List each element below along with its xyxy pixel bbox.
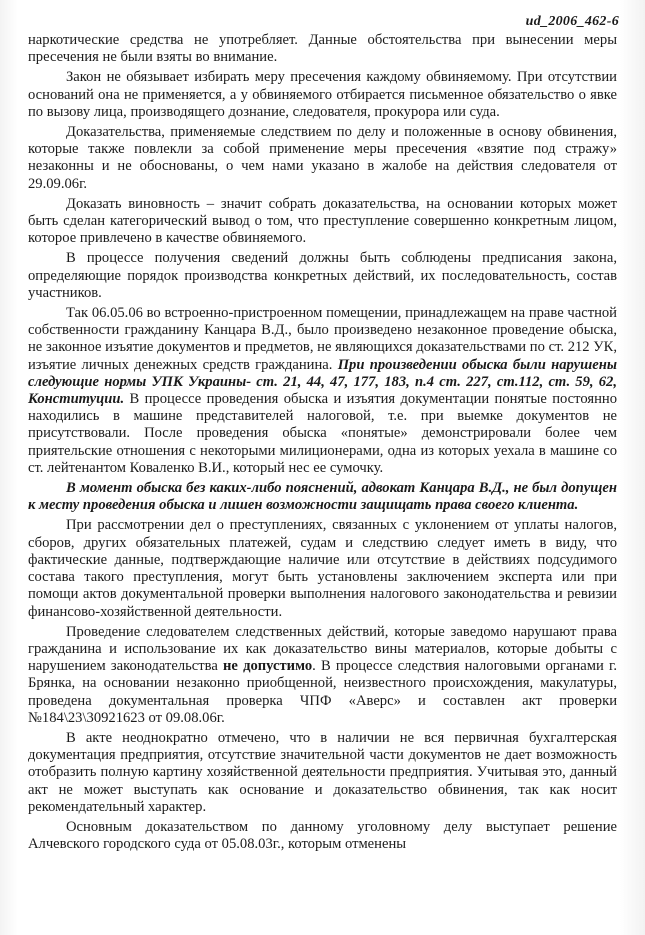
paragraph-text: Доказать виновность – значит собрать доказательства, на основании которых может быть сделан категорический вывод о том, что преступление совершенно конкретным лицом, которое привлечено в качестве обвиняемого. [28,195,617,247]
paragraph [28,124,617,193]
paragraph [28,624,617,727]
paragraph-text: Основным доказательством по данному уголовному делу выступает решение Алчевского городского суда от 05.08.03г., которым отменены [28,818,617,853]
paragraph-text: Так 06.05.06 во встроенно-пристроенном помещении, принадлежащем на праве частной собственности гражданину Канцара В.Д., было произведено незаконное проведение обыска, не законное изъятие документов и предметов, не являющихся доказательствами по ст. 212 УК, изъятие личных денежных средств гражданина. [28,305,617,373]
paragraph [28,517,617,620]
paragraph-text: . В процессе следствия налоговыми органами г. Брянка, на основании незаконно приобщенной, неизвестного происхождения, макулатуры, проведена документальная проверка ЧПФ «Аверс» и составлен акт проверки №184\23\30921623 от 09.08.06г. [28,658,617,726]
bold-text: не допустимо [223,658,313,675]
paragraph [28,480,617,514]
paragraph [28,819,617,853]
paragraph-text: наркотические средства не употребляет. Данные обстоятельства при вынесении меры пресечения не были взяты во внимание. [28,32,617,66]
paragraph-text: Доказательства, применяемые следствием по делу и положенные в основу обвинения, которые также повлекли за собой применение меры пресечения «взятие под стражу» незаконны и не обоснованы, о чем нами указано в жалобе на действия следователя от 29.09.06г. [28,124,617,192]
document-id: ud_2006_462-6 [525,14,619,29]
paragraph [28,196,617,248]
paragraph-text: В процессе получения сведений должны быть соблюдены предписания закона, определяющие порядок производства конкретных действий, их последовательность, состав участников. [28,250,617,301]
paragraph [28,250,617,302]
paragraph-text: При рассмотрении дел о преступлениях, связанных с уклонением от уплаты налогов, сборов, других обязательных платежей, судам и следствию следует иметь в виду, что фактические данные, подтверждающие наличие или отсутствие в действиях подсудимого состава такого преступления, могут быть установлены заключением эксперта или при помощи актов документальной проверки выполнения налогового законодательства и ревизии финансово-хозяйственной деятельности. [28,517,617,620]
paragraph-text: В процессе проведения обыска и изъятия документации понятые постоянно находились в машине представителей налоговой, т.е. при выемке документов не присутствовали. После проведения обыска «понятые» демонстрировали более чем приятельские отношения с некоторыми милиционерами, одна из которых уехала в машине со ст. лейтенантом Коваленко В.И., который нес ее сумочку. [28,391,617,476]
emphasis-text: При произведении обыска были нарушены следующие нормы УПК Украины- ст. 21, 44, 47, 177, 183, п.4 ст. 227, ст.112, ст. 59, 62, Конституции. [28,356,617,408]
paragraph-text: Закон не обязывает избирать меру пресечения каждому обвиняемому. При отсутствии оснований она не применяется, а у обвиняемого отбирается письменное обязательство о явке по вызову лица, производящего дознание, следователя, прокурора или суда. [28,69,617,120]
paragraph [28,305,617,477]
paragraph [28,69,617,121]
paragraph-text: В акте неоднократно отмечено, что в наличии не вся первичная бухгалтерская документация предприятия, отсутствие значительной части документов не дает возможность отобразить полную картину хозяйственной деятельности предприятия. Учитывая это, данный акт не может выступать как основание и доказательство обвинения, так как носит рекомендательный характер. [28,729,617,815]
document-body [28,32,617,853]
paragraph [28,730,617,816]
paragraph-text: Проведение следователем следственных действий, которые заведомо нарушают права гражданина и использование их как доказательство вины материалов, которые добыты с нарушением законодательства [28,623,617,675]
emphasis-text: В момент обыска без каких-либо пояснений, адвокат Канцара В.Д., не был допущен к месту проведения обыска и лишен возможности защищать права своего клиента. [28,480,617,514]
paragraph [28,32,617,66]
